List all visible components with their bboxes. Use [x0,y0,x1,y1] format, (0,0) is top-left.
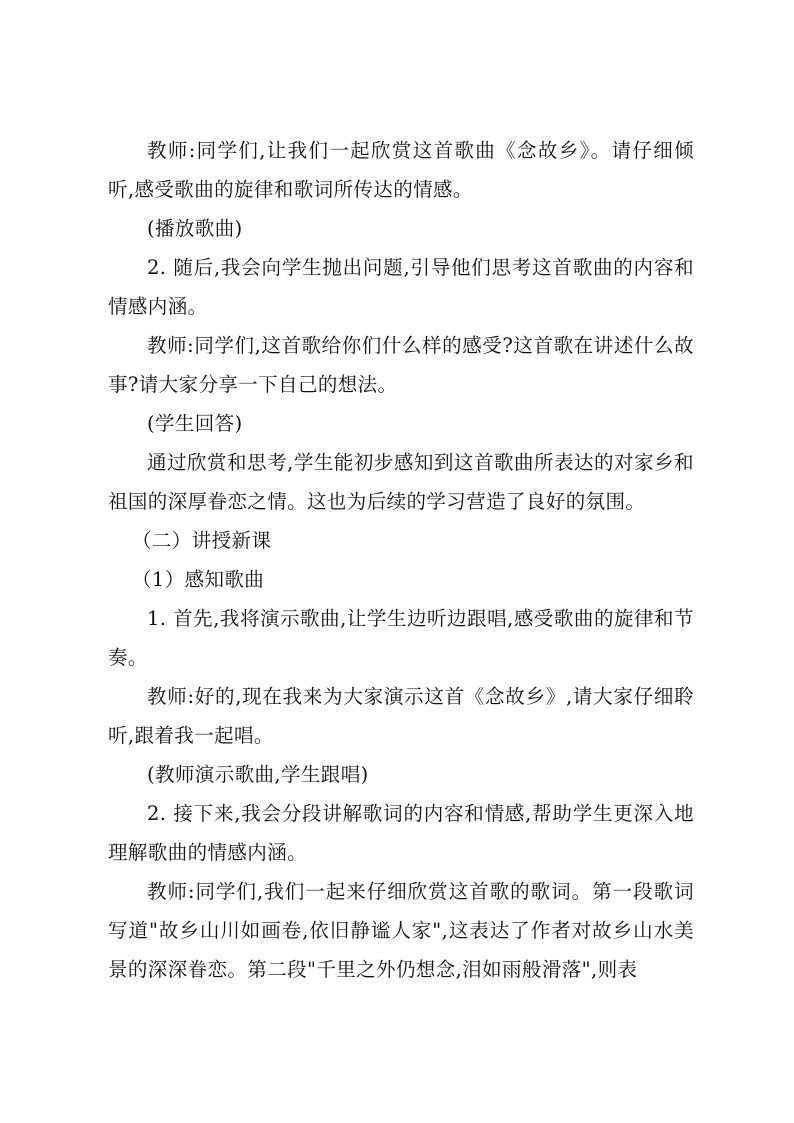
paragraph-teacher-demo: 教师:好的,现在我来为大家演示这首《念故乡》,请大家仔细聆听,跟着我一起唱。 [108,685,694,747]
section-heading-new-lesson: （二）讲授新课 [132,529,272,552]
paragraph-step-2-lyrics: 2. 接下来,我会分段讲解歌词的内容和情感,帮助学生更深入地理解歌曲的情感内涵。 [108,802,694,864]
paragraph-teacher-intro: 教师:同学们,让我们一起欣赏这首歌曲《念故乡》。请仔细倾听,感受歌曲的旋律和歌词所传达的情感。 [108,139,694,201]
paragraph-step-2-question: 2. 随后,我会向学生抛出问题,引导他们思考这首歌曲的内容和情感内涵。 [108,256,694,318]
paragraph-sing-along: (教师演示歌曲,学生跟唱) [147,763,369,786]
paragraph-step-1-demo: 1. 首先,我将演示歌曲,让学生边听边跟唱,感受歌曲的旋律和节奏。 [108,607,694,669]
paragraph-summary: 通过欣赏和思考,学生能初步感知到这首歌曲所表达的对家乡和祖国的深厚眷恋之情。这也为后续的学习营造了良好的氛围。 [108,451,694,513]
paragraph-play-song: (播放歌曲) [147,217,243,240]
paragraph-teacher-lyrics: 教师:同学们,我们一起来仔细欣赏这首歌的歌词。第一段歌词写道"故乡山川如画卷,依旧静谧人家",这表达了作者对故乡山水美景的深深眷恋。第二段"千里之外仍想念,泪如雨般滑落",则表 [108,880,694,981]
paragraph-teacher-question: 教师:同学们,这首歌给你们什么样的感受?这首歌在讲述什么故事?请大家分享一下自己的想法。 [108,334,694,396]
paragraph-student-answer: (学生回答) [147,412,243,435]
subsection-heading-perceive-song: （1）感知歌曲 [132,568,265,591]
document-page [108,131,694,989]
